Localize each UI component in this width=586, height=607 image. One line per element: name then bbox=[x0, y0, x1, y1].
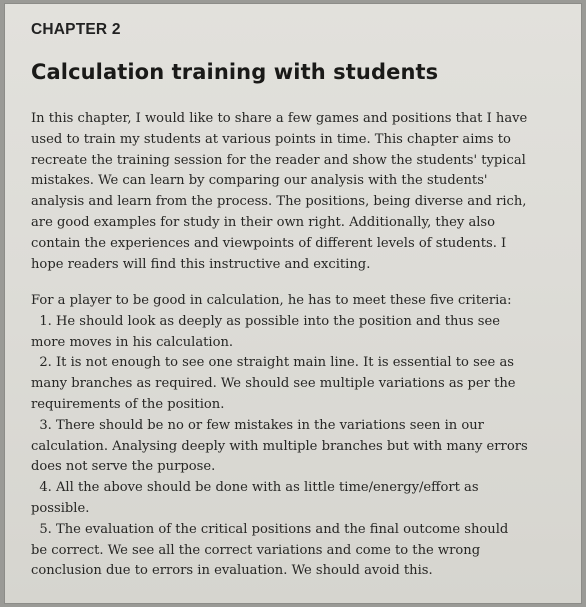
chapter-label: CHAPTER 2 bbox=[31, 21, 121, 38]
text-line: For a player to be good in calculation, he has to meet these five criteria: bbox=[31, 293, 512, 308]
criterion-line: 3. There should be no or few mistakes in the variations seen in our bbox=[31, 417, 484, 433]
criteria-paragraph bbox=[31, 291, 528, 582]
text-line: mistakes. We can learn by comparing our analysis with the students' bbox=[31, 173, 488, 189]
criterion-line: 2. It is not enough to see one straight main line. It is essential to see as bbox=[31, 355, 514, 371]
text-line: analysis and learn from the process. The positions, being diverse and rich, bbox=[31, 194, 527, 210]
text-line: many branches as required. We should see multiple variations as per the bbox=[31, 376, 516, 392]
text-line: more moves in his calculation. bbox=[31, 334, 234, 350]
text-line: possible. bbox=[31, 500, 90, 516]
text-line: contain the experiences and viewpoints of different levels of students. I bbox=[31, 235, 507, 251]
text-line: In this chapter, I would like to share a few games and positions that I have bbox=[31, 111, 528, 126]
text-line: be correct. We see all the correct variations and come to the wrong bbox=[31, 542, 481, 558]
criterion-line: 4. All the above should be done with as little time/energy/effort as bbox=[31, 480, 479, 496]
intro-paragraph bbox=[31, 109, 527, 275]
criterion-line: 1. He should look as deeply as possible into the position and thus see bbox=[31, 313, 500, 329]
text-line: recreate the training session for the reader and show the students' typical bbox=[31, 152, 526, 168]
book-page bbox=[4, 3, 582, 604]
text-line: used to train my students at various points in time. This chapter aims to bbox=[31, 131, 511, 147]
text-line: hope readers will find this instructive and exciting. bbox=[31, 256, 371, 272]
text-line: conclusion due to errors in evaluation. We should avoid this. bbox=[31, 563, 433, 579]
criterion-line: 5. The evaluation of the critical positions and the final outcome should bbox=[31, 521, 509, 537]
text-line: calculation. Analysing deeply with multiple branches but with many errors bbox=[31, 438, 528, 454]
chapter-title: Calculation training with students bbox=[31, 60, 439, 84]
text-line: are good examples for study in their own right. Additionally, they also bbox=[31, 214, 496, 230]
text-line: requirements of the position. bbox=[31, 396, 225, 412]
text-line: does not serve the purpose. bbox=[31, 459, 216, 475]
